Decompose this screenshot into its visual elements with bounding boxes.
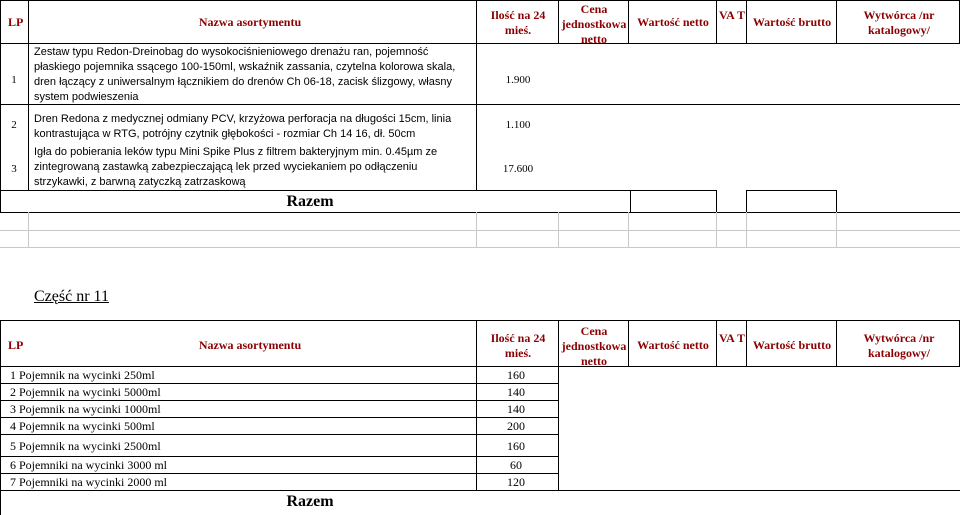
row-lp: 1: [11, 74, 17, 86]
row-lp: 6: [10, 458, 16, 472]
header-wytworca: Wytwórca /nr katalogowy/: [863, 331, 935, 360]
row-qty: 120: [507, 475, 525, 489]
row-name: Pojemniki na wycinki 2000 ml: [19, 475, 167, 489]
razem-label: Razem: [286, 193, 334, 210]
row-name: Pojemnik na wycinki 1000ml: [19, 402, 161, 416]
row-qty: 200: [507, 419, 525, 433]
header-cena: Cena jednostkowa netto: [561, 324, 627, 368]
list-item: [10, 419, 470, 434]
row-lp: 4: [10, 419, 16, 433]
row-lp: 1: [10, 368, 16, 382]
header-vat: VA T: [719, 331, 745, 345]
header-cena: Cena jednostkowa netto: [561, 2, 627, 46]
row-qty: 140: [507, 402, 525, 416]
row-name: Dren Redona z medycznej odmiany PCV, krzyżowa perforacja na długości 15cm, linia kontrastująca w RTG, potrójny czytnik głębokości - rozmiar Ch 14 16, dł. 50cm: [34, 113, 452, 140]
row-qty: 140: [507, 385, 525, 399]
row-lp: 3: [11, 163, 17, 175]
row-lp: 7: [10, 475, 16, 489]
header-wartosc-brutto: Wartość brutto: [752, 15, 832, 29]
list-item: [10, 458, 470, 473]
header-wartosc-netto: Wartość netto: [637, 15, 709, 29]
list-item: [10, 385, 470, 400]
row-name: Pojemniki na wycinki 3000 ml: [19, 458, 167, 472]
header-lp: LP: [8, 15, 24, 29]
row-name: Pojemnik na wycinki 500ml: [19, 419, 155, 433]
row-qty: 17.600: [502, 163, 534, 175]
header-lp: LP: [8, 338, 24, 352]
row-name: Igła do pobierania leków typu Mini Spike Plus z filtrem bakteryjnym min. 0.45µm ze zintegrowaną zastawką zabezpieczającą lek przed wyciekaniem po odłączeniu strzykawki, z barwną zatyczką zatrzaskową: [34, 146, 438, 188]
row-lp: 5: [10, 439, 16, 453]
list-item: [10, 368, 470, 383]
header-wytworca: Wytwórca /nr katalogowy/: [863, 8, 935, 37]
header-nazwa: Nazwa asortymentu: [198, 15, 302, 29]
row-name: Pojemnik na wycinki 250ml: [19, 368, 155, 382]
list-item: [10, 475, 470, 490]
header-ilosc: Ilość na 24 mieś.: [490, 8, 546, 37]
row-lp: 2: [10, 385, 16, 399]
row-qty: 1.900: [505, 74, 531, 86]
row-name: Pojemnik na wycinki 2500ml: [19, 439, 161, 453]
row-name: Pojemnik na wycinki 5000ml: [19, 385, 161, 399]
row-qty: 160: [507, 439, 525, 453]
razem-label: Razem: [286, 493, 334, 510]
row-qty: 60: [510, 458, 522, 472]
row-lp: 2: [11, 119, 17, 131]
row-lp: 3: [10, 402, 16, 416]
list-item: [10, 439, 470, 454]
header-wartosc-brutto: Wartość brutto: [752, 338, 832, 352]
row-qty: 1.100: [505, 119, 531, 131]
header-vat: VA T: [719, 8, 745, 22]
row-qty: 160: [507, 368, 525, 382]
header-ilosc: Ilość na 24 mieś.: [490, 331, 546, 360]
list-item: [10, 402, 470, 417]
header-wartosc-netto: Wartość netto: [637, 338, 709, 352]
part-title: Część nr 11: [34, 288, 109, 305]
row-name: Zestaw typu Redon-Dreinobag do wysokociśnieniowego drenażu ran, pojemność płaskiego pojemnika ssącego 100-150ml, wskaźnik zassania, czytelna kolorowa skala, dren łączący z uniwersalnym łącznikiem do drenów Ch 06-18, zacisk ślizgowy, własny system podwieszenia: [34, 46, 456, 103]
header-nazwa: Nazwa asortymentu: [198, 338, 302, 352]
